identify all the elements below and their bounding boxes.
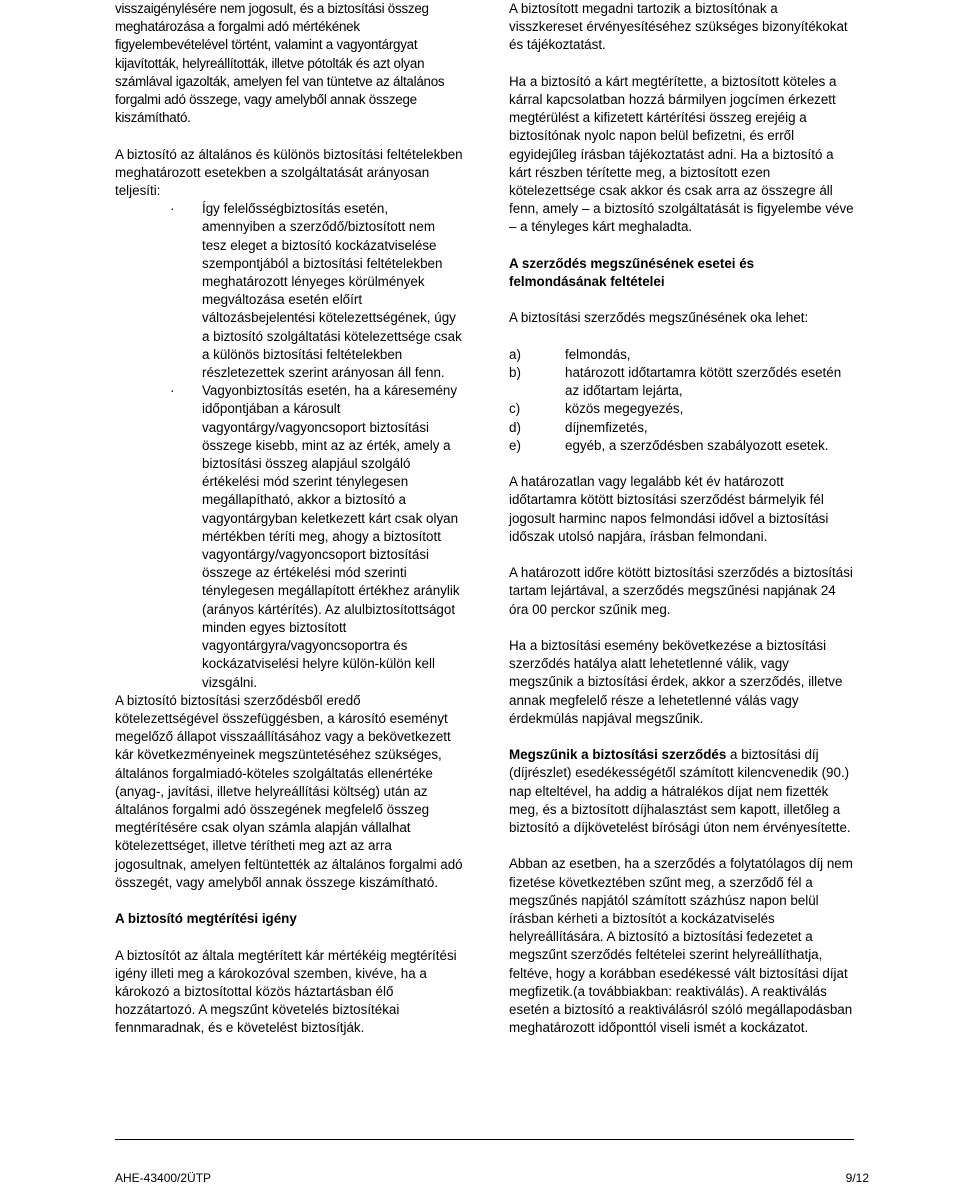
- bullet-item: [115, 200, 463, 382]
- paragraph: [509, 746, 854, 837]
- list-label: c): [509, 401, 521, 417]
- bullet-item: [115, 382, 463, 691]
- left-column: [115, 0, 463, 1056]
- bullet-text: Így felelősségbiztosítás esetén, amennyiben a szerződő/biztosított nem tesz eleget a biztosító kockázatviselése szempontjából a biztosítási feltételekben meghatározott lényeges körülmények megváltozása esetén előírt változásbejelentési kötelezettségének, úgy a biztosító szolgáltatási kötelezettsége csak a különös biztosítási feltételekben részletezettek szerint arányosan áll fenn.: [202, 201, 462, 381]
- list-text: díjnemfizetés,: [565, 419, 648, 435]
- paragraph: Ha a biztosító a kárt megtérítette, a biztosított köteles a kárral kapcsolatban hozzá bármilyen jogcímen érkezett megtérülést a kifizetett kártérítési összeg erejéig a biztosítónak nyolc napon belül befizetni, és erről egyidejűleg írásban tájékoztatást adni. Ha a biztosító a kárt részben térítette meg, a biztosított ezen kötelezettsége csak akkor és csak arra az összegre áll fenn, amely – a biztosító szolgáltatását is figyelembe véve – a tényleges kárt meghaladta.: [509, 73, 854, 235]
- list-item: [509, 346, 854, 364]
- list-text: határozott időtartamra kötött szerződés esetén az időtartam lejárta,: [565, 365, 842, 399]
- list-label: d): [509, 419, 521, 435]
- paragraph: visszaigénylésére nem jogosult, és a biztosítási összeg meghatározása a forgalmi adó mértékének figyelembevételével történt, valamint a vagyontárgyat kijavították, helyreállították, illetve pótolták és azt olyan számlával igazolták, amelyen fel van tüntetve az általános forgalmi adó összege, vagy amelyből annak összege kiszámítható.: [115, 1, 445, 126]
- document-code: AHE-43400/2ÜTP: [115, 1171, 212, 1185]
- paragraph: A biztosító az általános és különös biztosítási feltételekben meghatározott esetekben a szolgáltatását arányosan teljesíti:: [115, 146, 463, 199]
- list-text: felmondás,: [565, 346, 631, 362]
- termination-reasons-list: [509, 346, 854, 455]
- bold-lead: Megszűnik a biztosítási szerződés: [509, 747, 727, 763]
- page-number: 9/12: [845, 1171, 869, 1185]
- list-item: [509, 419, 854, 437]
- bullet-marker: ·: [170, 201, 175, 217]
- footer-divider: [115, 1139, 854, 1140]
- list-item: [509, 364, 854, 400]
- list-item: [509, 400, 854, 418]
- right-column: [509, 0, 854, 1056]
- list-label: b): [509, 365, 521, 380]
- paragraph: A határozatlan vagy legalább két év határozott időtartamra kötött biztosítási szerződést bármelyik fél jogosult harminc napos felmondási idővel a biztosítási időszak utolsó napjára, írásban felmondani.: [509, 474, 829, 544]
- paragraph: A biztosítót az általa megtérített kár mértékéig megtérítési igény illeti meg a károkozóval szemben, kivéve, ha a károkozó a biztosítottal közös háztartásban élő hozzátartozó. A megszűnt követelés biztosítékai fennmaradnak, és e követelést biztosítják.: [115, 947, 457, 1036]
- paragraph: Abban az esetben, ha a szerződés a folytatólagos díj nem fizetése következtében szűnt meg, a szerződő fél a megszűnés napjától számított százhúsz napon belül írásban kérheti a biztosítót a kockázatviselés helyreállítására. A biztosító a biztosítási fedezetet a megszűnt szerződés feltételei szerint helyreállíthatja, feltéve, hogy a korábban esedékessé vált biztosítási díjat megfizetik.(a továbbiakban: reaktiválás). A reaktiválás esetén a biztosító a reaktiválásról szóló megállapodásban meghatározott időponttól viseli ismét a kockázatot.: [509, 856, 853, 1036]
- paragraph-rest: a biztosítási díj (díjrészlet) esedékességétől számított kilencvenedik (90.) nap elteltével, ha addig a hátralékos díjat nem fizették meg, és a biztosított díjhalasztást sem kapott, illetőleg a biztosító a díjkövetelést bírósági úton nem érvényesítette.: [509, 747, 851, 836]
- list-text: egyéb, a szerződésben szabályozott esetek.: [565, 437, 829, 453]
- bullet-marker: ·: [170, 383, 175, 399]
- paragraph: A biztosított megadni tartozik a biztosítónak a visszkereset érvényesítéséhez szükséges bizonyítékokat és tájékoztatást.: [509, 1, 848, 53]
- paragraph: A biztosító biztosítási szerződésből eredő kötelezettségével összefüggésben, a károsító eseményt megelőző állapot visszaállításához vagy a bekövetkezett kár következményeinek megszüntetéséhez szükséges, általános forgalmiadó-köteles szolgáltatás ellenértéke (anyag-, javítási, illetve helyreállítási költség) után az általános forgalmi adó összegének megfelelő összeg megtérítésére csak olyan számla alapján vállalhat kötelezettséget, illetve térítheti meg azt az arra jogosultnak, amelyen feltüntették az általános forgalmi adó összegét, vagy amelyből annak összege kiszámítható.: [115, 692, 463, 890]
- bullet-list: [115, 200, 463, 691]
- section-heading: A szerződés megszűnésének esetei és felmondásának feltételei: [509, 255, 755, 290]
- section-heading: A biztosító megtérítési igény: [115, 911, 297, 927]
- paragraph: Ha a biztosítási esemény bekövetkezése a biztosítási szerződés hatálya alatt lehetetlenné válik, vagy megszűnik a biztosítási érdek, akkor a szerződés, illetve annak megfelelő része a lehetetlenné válás vagy érdekmúlás napjával megszűnik.: [509, 638, 843, 726]
- bullet-text: Vagyonbiztosítás esetén, ha a káresemény időpontjában a károsult vagyontárgy/vagyoncsoport biztosítási összege kisebb, mint az az érték, amely a biztosítási összeg alapjául szolgáló értékelési mód szerint ténylegesen megállapítható, akkor a biztosító a vagyontárgyban keletkezett kárt csak olyan mértékben téríti meg, ahogy a biztosított vagyontárgy/vagyoncsoport biztosítási összege az értékelési mód szerinti ténylegesen megállapított értékhez aránylik (arányos kártérítés). Az alulbiztosítottságot minden egyes biztosított vagyontárgyra/vagyoncsoportra és kockázatviselési helyre külön-külön kell vizsgálni.: [202, 383, 460, 690]
- list-item: [509, 437, 854, 455]
- list-label: a): [509, 346, 521, 362]
- paragraph: A biztosítási szerződés megszűnésének oka lehet:: [509, 310, 809, 326]
- list-label: e): [509, 437, 521, 453]
- paragraph: A határozott időre kötött biztosítási szerződés a biztosítási tartam lejártával, a szerződés megszűnési napjának 24 óra 00 perckor szűnik meg.: [509, 565, 853, 617]
- list-text: közös megegyezés,: [565, 401, 684, 417]
